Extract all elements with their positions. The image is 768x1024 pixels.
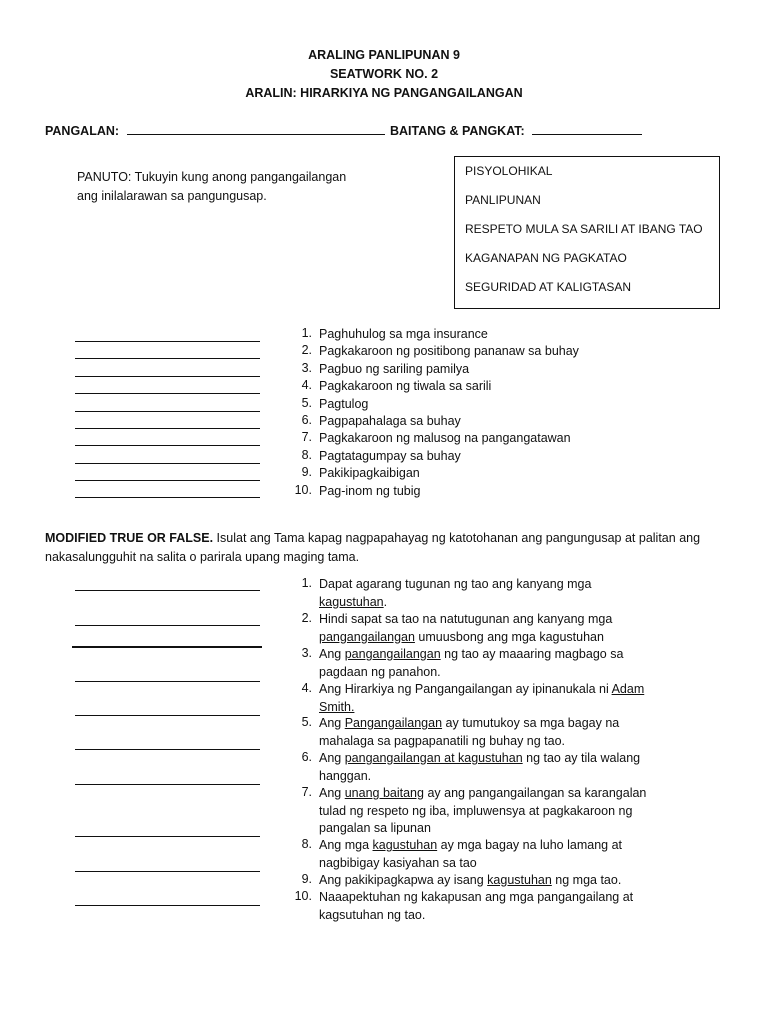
item-number: 9. [301, 872, 312, 886]
item-number: 1. [301, 326, 312, 340]
item-number: 3. [301, 361, 312, 375]
part2-instruction-text: Isulat ang Tama kapag nagpapahayag ng katotohanan ang pangungusap at palitan ang [213, 531, 701, 545]
grade-field[interactable] [390, 124, 642, 138]
answer-blank[interactable] [75, 590, 260, 591]
item-number: 2. [301, 611, 312, 625]
choice-item: RESPETO MULA SA SARILI AT IBANG TAO [465, 222, 703, 236]
list-item: Pagkakaroon ng malusog na pangangatawan [319, 431, 571, 445]
item-number: 8. [301, 448, 312, 462]
worksheet-lesson: ARALIN: HIRARKIYA NG PANGANGAILANGAN [245, 86, 523, 100]
answer-blank[interactable] [75, 715, 260, 716]
answer-blank[interactable] [75, 358, 260, 359]
choice-item: KAGANAPAN NG PAGKATAO [465, 251, 627, 265]
list-item: Ang unang baitang ay ang pangangailangan sa karangalan tulad ng respeto ng iba, impluwensya at pagkakaroon ng pangalan sa lipunan [319, 786, 647, 835]
list-item: Ang pangangailangan at kagustuhan ng tao ay tila walang hanggan. [319, 751, 641, 783]
answer-blank[interactable] [75, 393, 260, 394]
part2-instructions [45, 529, 735, 567]
answer-blank[interactable] [75, 625, 260, 626]
panuto-instructions [77, 168, 357, 206]
answer-blank[interactable] [75, 341, 260, 342]
list-item: Pagtulog [319, 397, 369, 411]
item-number: 7. [301, 785, 312, 799]
list-item: Pagpapahalaga sa buhay [319, 414, 461, 428]
answer-blank[interactable] [75, 411, 260, 412]
item-number: 9. [301, 465, 312, 479]
answer-blank[interactable] [75, 463, 260, 464]
answer-blank[interactable] [72, 646, 262, 648]
answer-blank[interactable] [75, 784, 260, 785]
list-item: Pagkakaroon ng tiwala sa sarili [319, 379, 492, 393]
list-item: Ang pakikipagkapwa ay isang kagustuhan ng mga tao. [319, 873, 622, 887]
list-item: Dapat agarang tugunan ng tao ang kanyang mga kagustuhan. [319, 577, 592, 609]
item-number: 7. [301, 430, 312, 444]
choice-item: PANLIPUNAN [465, 193, 541, 207]
answer-blank[interactable] [75, 497, 260, 498]
answer-blank[interactable] [75, 871, 260, 872]
item-number: 3. [301, 646, 312, 660]
list-item: Pagtatagumpay sa buhay [319, 449, 461, 463]
list-item: Hindi sapat sa tao na natutugunan ang kanyang mga pangangailangan umuusbong ang mga kagustuhan [319, 612, 613, 644]
list-item: Pag-inom ng tubig [319, 484, 421, 498]
part2-instruction-text: nakasalungguhit na salita o parirala upang maging tama. [45, 550, 360, 564]
part2-heading: MODIFIED TRUE OR FALSE. [45, 531, 214, 545]
list-item: Naaapektuhan ng kakapusan ang mga pangangailang at kagsutuhan ng tao. [319, 890, 634, 922]
grade-blank[interactable] [532, 124, 642, 135]
worksheet-number: SEATWORK NO. 2 [329, 67, 439, 81]
name-blank[interactable] [127, 124, 385, 135]
panuto-line: PANUTO: Tukuyin kung anong pangangailangan [77, 170, 347, 184]
choices-box [454, 156, 720, 309]
list-item: Paghuhulog sa mga insurance [319, 327, 488, 341]
panuto-line: ang inilalarawan sa pangungusap. [77, 189, 267, 203]
item-number: 4. [301, 378, 312, 392]
choice-item: SEGURIDAD AT KALIGTASAN [465, 280, 632, 294]
answer-blank[interactable] [75, 836, 260, 837]
answer-blank[interactable] [75, 681, 260, 682]
answer-blank[interactable] [75, 428, 260, 429]
item-number: 5. [301, 396, 312, 410]
list-item: Pagbuo ng sariling pamilya [319, 362, 470, 376]
name-label: PANGALAN: [45, 124, 120, 138]
worksheet-subject: ARALING PANLIPUNAN 9 [308, 48, 460, 62]
answer-blank[interactable] [75, 749, 260, 750]
item-number: 2. [301, 343, 312, 357]
list-item: Pagkakaroon ng positibong pananaw sa buhay [319, 344, 579, 358]
item-number: 5. [301, 715, 312, 729]
list-item: Ang Pangangailangan ay tumutukoy sa mga bagay na mahalaga sa pagpapanatili ng buhay ng tao. [319, 716, 620, 748]
item-number: 10. [294, 483, 312, 497]
list-item: Ang pangangailangan ng tao ay maaaring magbago sa pagdaan ng panahon. [319, 647, 624, 679]
grade-label: BAITANG & PANGKAT: [390, 124, 525, 138]
list-item: Pakikipagkaibigan [319, 466, 420, 480]
list-item: Ang mga kagustuhan ay mga bagay na luho lamang at nagbibigay kasiyahan sa tao [319, 838, 623, 870]
answer-blank[interactable] [75, 376, 260, 377]
item-number: 6. [301, 750, 312, 764]
item-number: 10. [294, 889, 312, 903]
answer-blank[interactable] [75, 445, 260, 446]
list-item: Ang Hirarkiya ng Pangangailangan ay ipinanukala ni Adam Smith. [319, 682, 645, 714]
answer-blank[interactable] [75, 480, 260, 481]
item-number: 4. [301, 681, 312, 695]
choice-item: PISYOLOHIKAL [465, 164, 553, 178]
item-number: 6. [301, 413, 312, 427]
name-field[interactable] [45, 124, 385, 138]
answer-blank[interactable] [75, 905, 260, 906]
item-number: 8. [301, 837, 312, 851]
item-number: 1. [301, 576, 312, 590]
